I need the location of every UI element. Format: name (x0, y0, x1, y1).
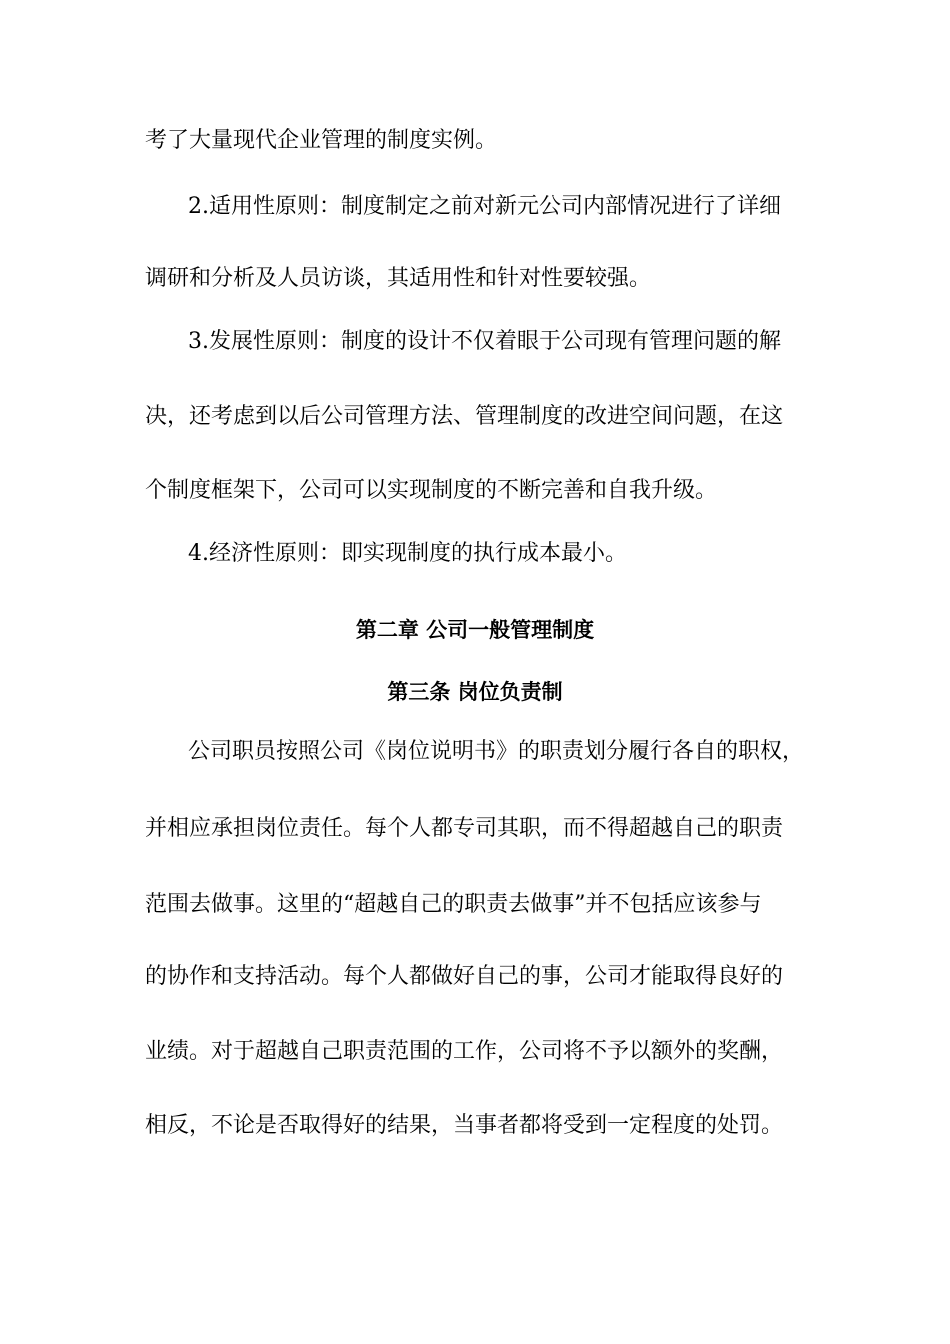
article-title: 第三条 岗位负责制 (387, 680, 563, 704)
article-body-line-1: 公司职员按照公司《岗位说明书》的职责划分履行各自的职权， (188, 739, 805, 764)
article-body-line-5: 业绩。对于超越自己职责范围的工作，公司将不予以额外的奖酬， (145, 1039, 784, 1064)
article-body-line-4: 的协作和支持活动。每个人都做好自己的事，公司才能取得良好的 (145, 964, 784, 989)
principle-3-line-3: 个制度框架下，公司可以实现制度的不断完善和自我升级。 (145, 478, 718, 503)
intro-tail-line: 考了大量现代企业管理的制度实例。 (145, 128, 498, 153)
chapter-title: 第二章 公司一般管理制度 (355, 618, 595, 642)
article-body-line-6: 相反，不论是否取得好的结果，当事者都将受到一定程度的处罚。 (145, 1113, 784, 1138)
principle-4-line-1: 4.经济性原则：即实现制度的执行成本最小。 (188, 541, 627, 566)
principle-2-line-1: 2.适用性原则：制度制定之前对新元公司内部情况进行了详细 (188, 194, 781, 219)
principle-2-line-2: 调研和分析及人员访谈，其适用性和针对性要较强。 (145, 266, 652, 291)
principle-3-line-1: 3.发展性原则：制度的设计不仅着眼于公司现有管理问题的解 (188, 329, 781, 354)
article-body-line-3: 范围去做事。这里的“超越自己的职责去做事”并不包括应该参与 (145, 892, 762, 917)
article-body-line-2: 并相应承担岗位责任。每个人都专司其职，而不得超越自己的职责 (145, 816, 784, 841)
principle-3-line-2: 决，还考虑到以后公司管理方法、管理制度的改进空间问题，在这 (145, 404, 784, 429)
